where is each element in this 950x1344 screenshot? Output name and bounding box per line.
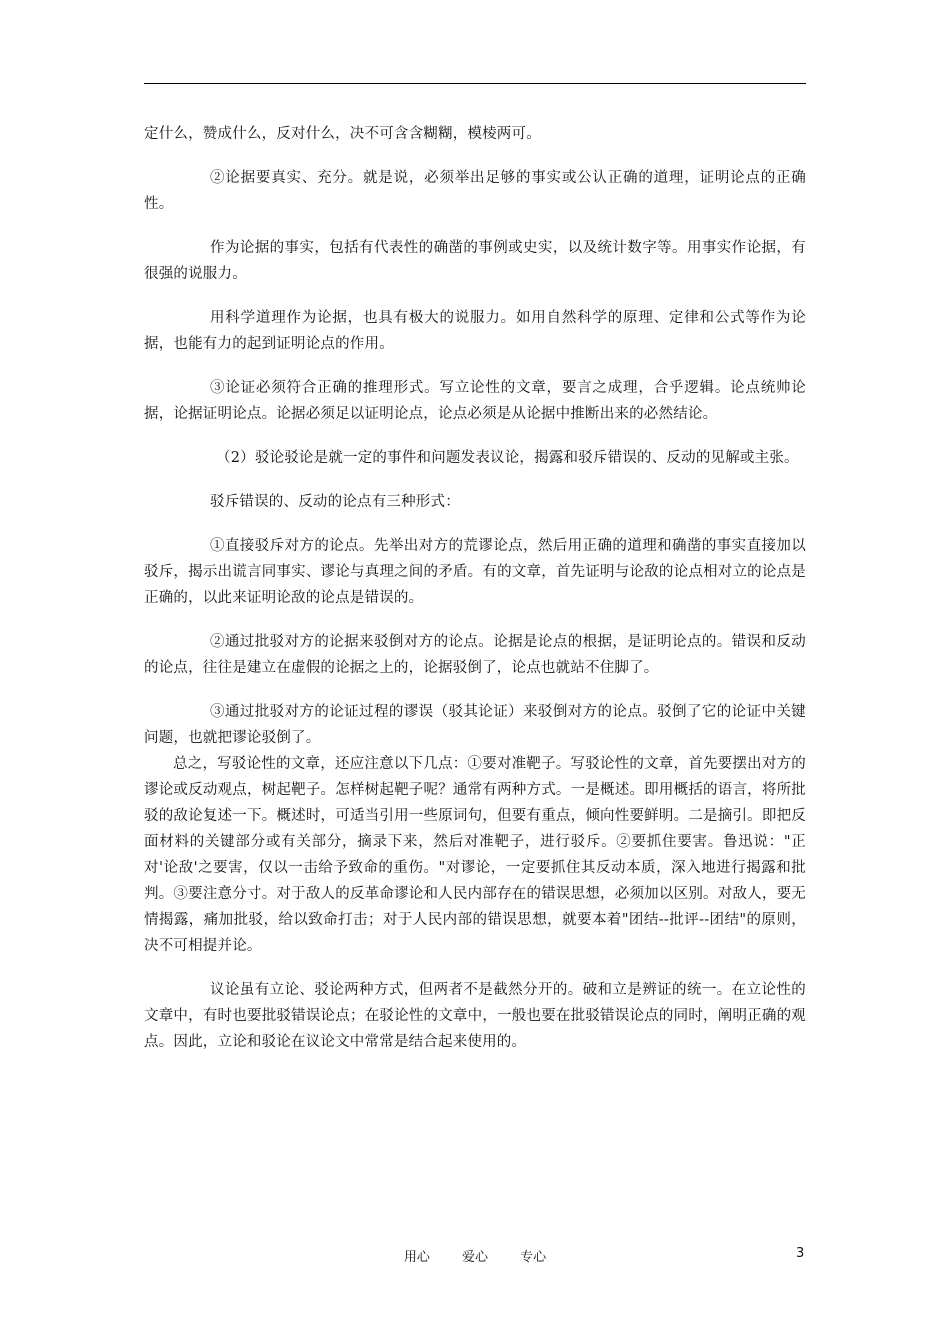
paragraph-continuation: 定什么，赞成什么，反对什么，决不可含含糊糊，模棱两可。 [144, 126, 541, 142]
paragraph-facts-evidence: 作为论据的事实，包括有代表性的确凿的事例或史实，以及统计数字等。用事实作论据，有很强的说服力。 [144, 240, 806, 282]
document-body [144, 121, 806, 1055]
header-rule [144, 83, 806, 84]
paragraph-conclusion: 议论虽有立论、驳论两种方式，但两者不是截然分开的。破和立是辨证的统一。在立论性的文章中，有时也要批驳错误论点；在驳论性的文章中，一般也要在批驳错误论点的同时，阐明正确的观点。因此，立论和驳论在议论文中常常是结合起来使用的。 [144, 982, 806, 1050]
paragraph-science-evidence: 用科学道理作为论据，也具有极大的说服力。如用自然科学的原理、定律和公式等作为论据，也能有力的起到证明论点的作用。 [144, 310, 806, 352]
paragraph-three-forms: 驳斥错误的、反动的论点有三种形式： [210, 494, 460, 510]
paragraph-reasoning: ③论证必须符合正确的推理形式。写立论性的文章，要言之成理，合乎逻辑。论点统帅论据，论据证明论点。论据必须足以证明论点，论点必须是从论据中推断出来的必然结论。 [144, 380, 806, 422]
footer-motto-item: 专心 [520, 1250, 547, 1265]
paragraph-summary: 总之，写驳论性的文章，还应注意以下几点：①要对准靶子。写驳论性的文章，首先要摆出对方的谬论或反动观点，树起靶子。怎样树起靶子呢？通常有两种方式。一是概述。即用概括的语言，将所批驳的敌论复述一下。概述时，可适当引用一些原词句，但要有重点，倾向性要鲜明。二是摘引。即把反面材料的关键部分或有关部分，摘录下来，然后对准靶子，进行驳斥。②要抓住要害。鲁迅说："正对'论敌'之要害，仅以一击给予致命的重伤。"对谬论，一定要抓住其反动本质，深入地进行揭露和批判。③要注意分寸。对于敌人的反革命谬论和人民内部存在的错误思想，必须加以区别。对敌人，要无情揭露，痛加批驳，给以致命打击；对于人民内部的错误思想，就要本着"团结--批评--团结"的原则，决不可相提并论。 [144, 756, 806, 954]
paragraph-form-three: ③通过批驳对方的论证过程的谬误（驳其论证）来驳倒对方的论点。驳倒了它的论证中关键问题，也就把谬论驳倒了。 [144, 704, 806, 746]
paragraph-evidence-true: ②论据要真实、充分。就是说，必须举出足够的事实或公认正确的道理，证明论点的正确性。 [144, 170, 806, 212]
footer-motto [0, 1246, 950, 1265]
footer-motto-item: 用心 [403, 1250, 430, 1265]
footer-motto-item: 爱心 [461, 1250, 488, 1265]
paragraph-form-one: ①直接驳斥对方的论点。先举出对方的荒谬论点，然后用正确的道理和确凿的事实直接加以驳斥，揭示出谎言同事实、谬论与真理之间的矛盾。有的文章，首先证明与论敌的论点相对立的论点是正确的，以此来证明论敌的论点是错误的。 [144, 538, 806, 606]
paragraph-refutation-intro: （2）驳论驳论是就一定的事件和问题发表议论，揭露和驳斥错误的、反动的见解或主张。 [216, 450, 799, 466]
page-number: 3 [796, 1246, 805, 1261]
paragraph-form-two: ②通过批驳对方的论据来驳倒对方的论点。论据是论点的根据，是证明论点的。错误和反动的论点，往往是建立在虚假的论据之上的，论据驳倒了，论点也就站不住脚了。 [144, 634, 806, 676]
